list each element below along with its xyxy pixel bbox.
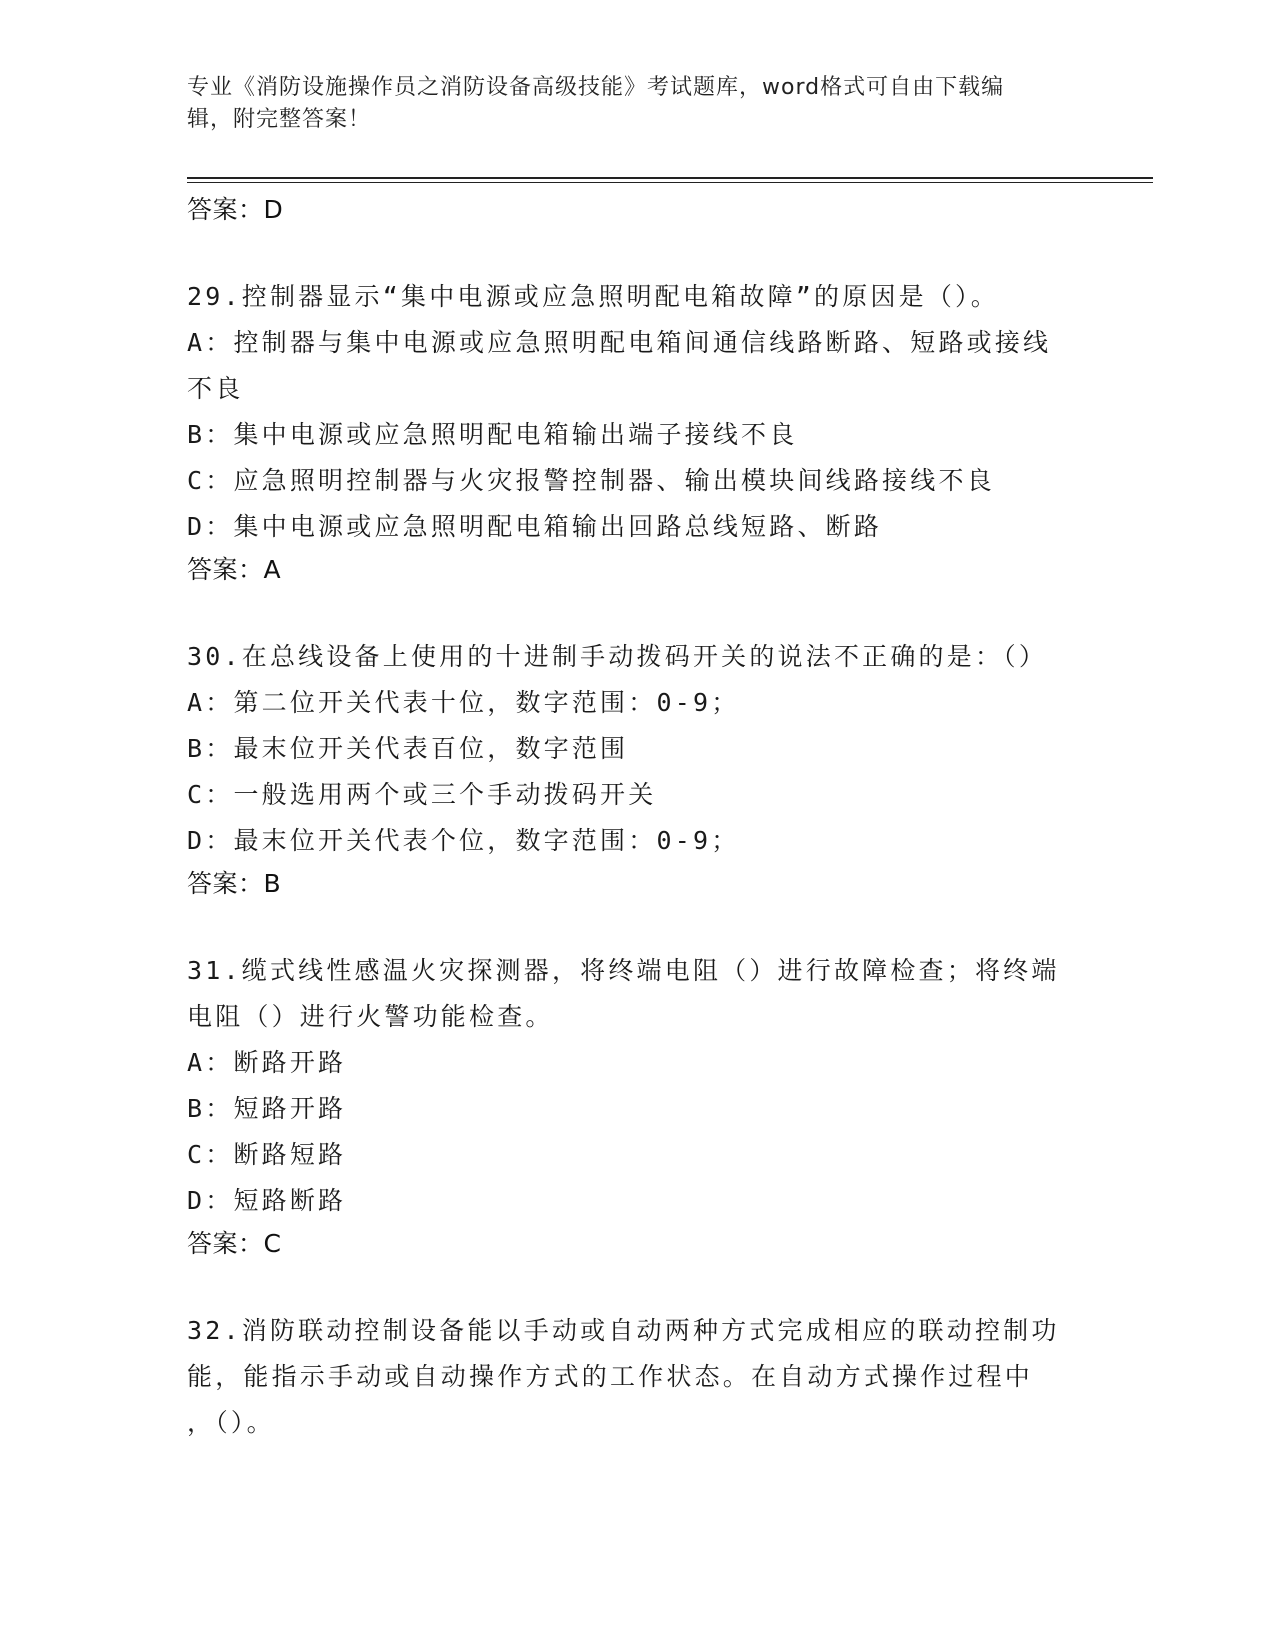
option-a-continued: 不良 — [187, 374, 244, 403]
header-line-1: 专业《消防设施操作员之消防设备高级技能》考试题库，word格式可自由下载编 — [187, 75, 1005, 100]
option-d: D：集中电源或应急照明配电箱输出回路总线短路、断路 — [187, 512, 883, 541]
question-stem-line-2: 能，能指示手动或自动操作方式的工作状态。在自动方式操作过程中 — [187, 1362, 1034, 1391]
option-d: D：短路断路 — [187, 1186, 347, 1215]
question-29 — [187, 274, 1147, 590]
answer-31: 答案：C — [187, 1229, 282, 1258]
question-31 — [187, 948, 1147, 1264]
question-32 — [187, 1308, 1147, 1446]
question-stem-line-3: ，（）。 — [187, 1408, 275, 1437]
previous-answer: 答案：D — [187, 195, 284, 224]
option-c: C：一般选用两个或三个手动拨码开关 — [187, 780, 657, 809]
question-list — [187, 190, 1147, 1446]
question-30 — [187, 634, 1147, 904]
question-stem: 29.控制器显示“集中电源或应急照明配电箱故障”的原因是（）。 — [187, 282, 999, 311]
question-stem-line-2: 电阻（）进行火警功能检查。 — [187, 1002, 554, 1031]
option-a: A：第二位开关代表十位，数字范围：0-9； — [187, 688, 740, 717]
option-c: C：应急照明控制器与火灾报警控制器、输出模块间线路接线不良 — [187, 466, 995, 495]
document-header — [187, 72, 1067, 136]
header-rule-thick — [187, 177, 1153, 179]
answer-29: 答案：A — [187, 555, 282, 584]
question-stem-line-1: 31.缆式线性感温火灾探测器，将终端电阻（）进行故障检查；将终端 — [187, 956, 1060, 985]
option-b: B：集中电源或应急照明配电箱输出端子接线不良 — [187, 420, 798, 449]
option-b: B：短路开路 — [187, 1094, 347, 1123]
answer-30: 答案：B — [187, 869, 282, 898]
option-b: B：最末位开关代表百位，数字范围 — [187, 734, 629, 763]
option-a: A：断路开路 — [187, 1048, 347, 1077]
header-line-2: 辑，附完整答案！ — [187, 107, 372, 132]
question-stem: 30.在总线设备上使用的十进制手动拨码开关的说法不正确的是：（） — [187, 642, 1048, 671]
option-a: A：控制器与集中电源或应急照明配电箱间通信线路断路、短路或接线 — [187, 328, 1052, 357]
header-rule-thin — [187, 182, 1153, 183]
option-c: C：断路短路 — [187, 1140, 347, 1169]
question-stem-line-1: 32.消防联动控制设备能以手动或自动两种方式完成相应的联动控制功 — [187, 1316, 1060, 1345]
option-d: D：最末位开关代表个位，数字范围：0-9； — [187, 826, 740, 855]
